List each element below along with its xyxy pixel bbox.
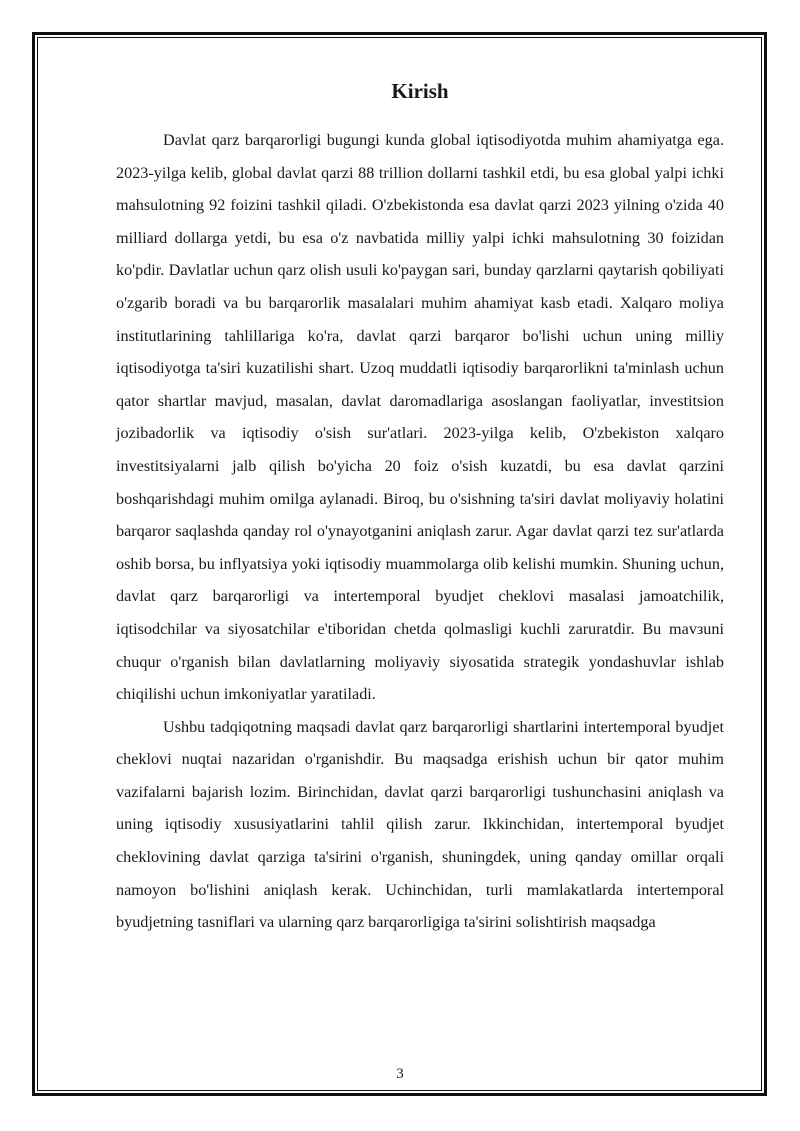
section-title: Kirish [391, 79, 449, 103]
page-content [116, 72, 724, 939]
page-number: 3 [396, 1066, 404, 1082]
paragraph-introduction: Davlat qarz barqarorligi bugungi kunda global iqtisodiyotda muhim ahamiyatga ega. 2023-yilga kelib, global davlat qarzi 88 trillion dollarni tashkil etdi, bu esa global yalpi ichki mahsulotning 92 foizini tashkil qiladi. O'zbekistonda esa davlat qarzi 2023 yilning o'zida 40 milliard dollarga yetdi, bu esa o'z navbatida milliy yalpi ichki mahsulotning 30 foizidan ko'pdir. Davlatlar uchun qarz olish usuli ko'paygan sari, bunday qarzlarni qaytarish qobiliyati o'zgarib boradi va bu barqarorlik masalalari muhim ahamiyat kasb etadi. Xalqaro moliya institutlarining tahlillariga ko'ra, davlat qarzi barqaror bo'lishi uchun uning milliy iqtisodiyotga ta'siri kuzatilishi shart. Uzoq muddatli iqtisodiy barqarorlikni ta'minlash uchun qator shartlar mavjud, masalan, davlat daromadlariga asoslangan faoliyatlar, investitsion jozibadorlik va iqtisodiy o'sish sur'atlari. 2023-yilga kelib, O'zbekiston xalqaro investitsiyalarni jalb qilish bo'yicha 20 foiz o'sish kuzatdi, bu esa davlat qarzini boshqarishdagi muhim omilga aylanadi. Biroq, bu o'sishning ta'siri davlat moliyaviy holatini barqaror saqlashda qanday rol o'ynayotganini aniqlash zarur. Agar davlat qarzi tez sur'atlarda oshib borsa, bu inflyatsiya yoki iqtisodiy muammolarga olib kelishi mumkin. Shuning uchun, davlat qarz barqarorligi va intertemporal byudjet cheklovi masalasi jamoatchilik, iqtisodchilar va siyosatchilar e'tiboridan chetda qolmasligi kuchli zaruratdir. Bu mavзuni chuqur o'rganish bilan davlatlarning moliyaviy siyosatida strategik yondashuvlar ishlab chiqilishi uchun imkoniyatlar yaratiladi. [116, 131, 724, 704]
paragraph-research-goal: Ushbu tadqiqotning maqsadi davlat qarz barqarorligi shartlarini intertemporal byudjet cheklovi nuqtai nazaridan o'rganishdir. Bu maqsadga erishish uchun bir qator muhim vazifalarni bajarish lozim. Birinchidan, davlat qarzi barqarorligi tushunchasini aniqlash va uning iqtisodiy xususiyatlarini tahlil qilish zarur. Ikkinchidan, intertemporal byudjet cheklovining davlat qarziga ta'sirini o'rganish, shuningdek, uning qanday omillar orqali namoyon bo'lishini aniqlash kerak. Uchinchidan, turli mamlakatlarda intertemporal byudjetning tasniflari va ularning qarz barqarorligiga ta'sirini solishtirish maqsadga [116, 717, 724, 932]
